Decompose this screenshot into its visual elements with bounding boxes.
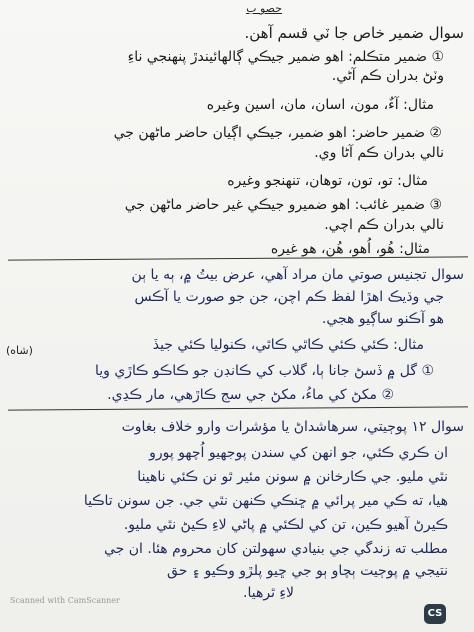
q15-line-5: ① گل ۾ ڏسڻ جانا ٻا، گلاب کي ڪانڊن جو ڪاڪو ڪاڙي ويا: [94, 363, 434, 379]
section-divider-2: [8, 406, 468, 411]
q15-line-3: هو آڪنو ساڳيو هجي.: [321, 311, 444, 327]
page-title: حصو ب: [246, 2, 282, 15]
q6-line-3: مثال: آءٌ، مون، اسان، مان، اسين وغيره: [206, 97, 434, 113]
q12-line-4: هيا، ته ڪي مير پرائي ۾ ڇنڪي ڪنهن نٿي جي. جن سونن تاڪيا: [83, 493, 448, 509]
q6-line-7: ③ ضمير غائب: اهو ضميرو جيڪي غير حاضر ماڻهن جي: [124, 197, 442, 213]
q6-line-5: نالي بدران ڪم آڻا وي.: [314, 145, 444, 161]
q12-line-1: سوال ۱۲ پوڄيتي، سرهاشداڻ يا مؤشرات وارو خلاف بغاوت: [121, 419, 464, 435]
q15-line-2: جي وڌيڪ اهڙا لفظ ڪم اچن، جن جو صورت يا آڪس: [134, 289, 444, 305]
scanner-watermark: Scanned with CamScanner: [10, 596, 120, 605]
q6-line-1: ① ضمير متڪلم: اهو ضمير جيڪي ڳالهائيندڙ پنهنجي ناءِ: [127, 49, 444, 65]
q15-author-note: (شاه): [6, 344, 33, 357]
section-divider-1: [8, 256, 468, 261]
q12-line-2: ان ڪري ڪئي، جو انهن کي سندن پوجهيو اُچهو پورو: [149, 445, 448, 461]
q6-heading: [245, 24, 465, 42]
q6-line-4: ② ضمير حاضر: اهو ضمير، جيڪي اڳيان حاضر ماڻهن جي: [113, 125, 442, 141]
camscanner-logo: CS: [424, 604, 446, 624]
q15-line-4: مثال: ڪئي ڪئي ڪاٿي ڪاٿي، ڪنوليا ڪئي جيڏ: [152, 337, 424, 353]
q6-line-9: مثال: هُو، اُهو، هُن، هو غيره: [270, 241, 430, 257]
q15-line-1: سوال تجنيس صوتي مان مراد آهي، عرض بيتُ ۾، ٻه يا ٻن: [131, 267, 464, 283]
q12-line-5: ڪيرڻ آهيو ڪين، تن کي لڪئي ۾ پاڻي لاءِ ڪيڻ نٿي مليو.: [123, 517, 448, 533]
q6-line-2: وٽڻ بدران ڪم آڻي.: [331, 68, 444, 84]
q6-line-8: نالي بدران ڪم اچي.: [324, 217, 444, 233]
q12-line-8: لاءِ ٿرهيا.: [243, 585, 294, 601]
q12-line-6: مطلب ته زندگي جي بنيادي سهولتن کان محروم هئا. ان جي: [103, 541, 448, 557]
q12-line-7: نتيجي ۾ پوڄيت ٻچاو ٻو جي ڇيو پلڙو وڪيو ۽ حق: [167, 563, 448, 579]
q6-heading-text: سوال ضمير خاص جا ٽي قسم آهن.: [244, 24, 464, 42]
q6-line-6: مثال: تو، تون، توهان، تنهنجو وغيره: [227, 173, 428, 189]
q15-line-6: ② مکڻ کي ماءُ، مکڻ جي سج ڪاڙهي، مار ڪڍي.: [107, 387, 394, 403]
q12-line-3: نٿي مليو. جي ڪارخانن ۾ سونن مئير ٿو نن ڪئي ناهينا: [137, 469, 448, 485]
